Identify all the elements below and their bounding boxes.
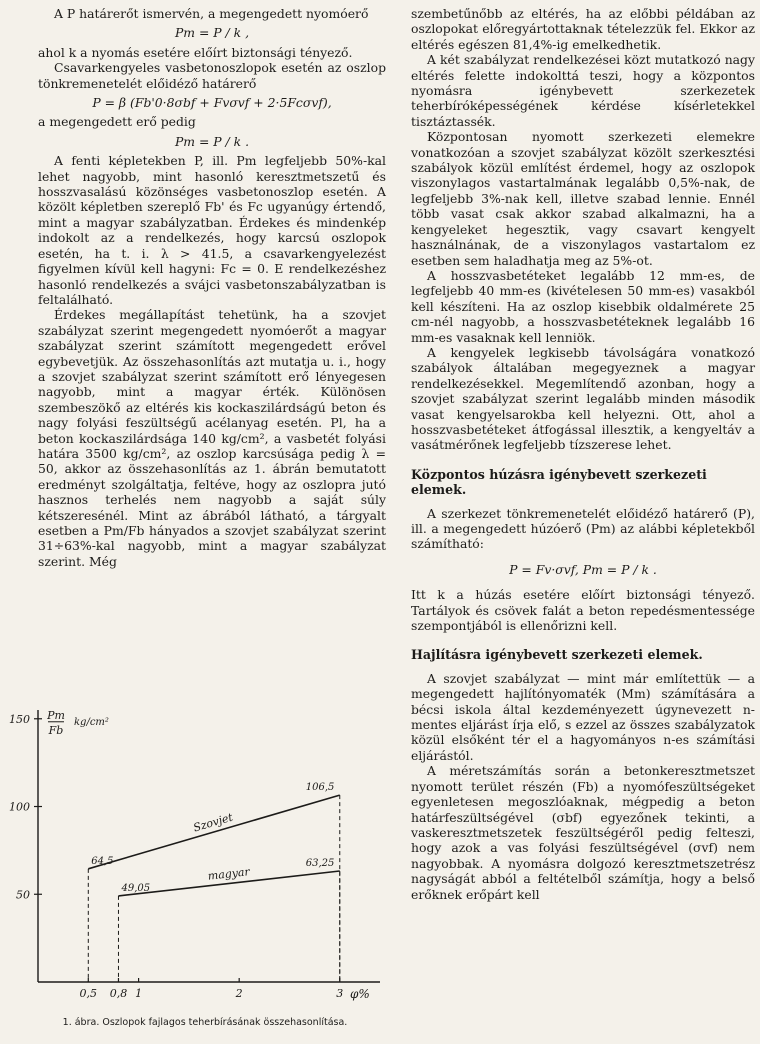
paragraph: Itt k a húzás esetére előírt biztonsági tényező. Tartályok és csövek falát a beton repedésmentessége szempontjából is ellenőrizni kell. [411,587,755,634]
paragraph: A szovjet szabályzat — mint már említettük — a megengedett hajlítónyomaték (Mm) számítására a bécsi iskola által kezdeményezett úgynevezett n-mentes eljárást írja elő, s ezzel az összes szabályzatok közül elsőként tér el a hagyományos n-es számítási eljárástól. [411,670,755,763]
y-axis-unit: kg/cm² [74,716,109,728]
x-tick-label: 1 [135,987,143,1000]
data-label: 106,5 [305,782,335,794]
left-column [38,6,386,569]
x-tick-label: 0,8 [109,987,128,1000]
figure-caption: 1. ábra. Oszlopok fajlagos teherbírásának összehasonlítása. [62,1017,348,1028]
paragraph: A két szabályzat rendelkezései közt mutatkozó nagy eltérés felette indokolttá teszi, hogy a központos nyomásra igénybevett szerkezetek teherbíróképességének kérdése kísérletekkel tisztáztassék. [411,52,755,129]
paragraph: ahol k a nyomás esetére előírt biztonsági tényező. [38,44,353,60]
series-line-szovjet [88,795,339,869]
formula: P = Fv·σvf, Pm = P / k . [509,561,657,577]
formula: Pm = P / k , [174,25,250,41]
x-tick-label: 2 [235,987,243,1000]
data-label: 63,25 [305,858,335,870]
paragraph: A méretszámítás során a betonkeresztmetszet nyomott terület részén (Fb) a nyomófeszültségeket egyenletesen megoszlóaknak, mégpedig a beton határfeszültségével (σbf) egyezőnek tekinti, a vaskeresztmetszetek feszültségéről pedig felteszi, hogy azok a vas folyási feszültségével (σvf) nem nagyobbak. A nyomásra dolgozó keresztmetszetrész nagyságát abból a feltételből számítja, hogy a belső erőknek erőpárt kell [411,763,755,902]
x-tick-label: 0,5 [79,987,98,1000]
y-tick-label: 50 [16,888,30,902]
paragraph: a megengedett erő pedig [38,114,196,130]
data-label: 49,05 [121,882,151,894]
y-axis-label-numerator: Pm [47,708,65,722]
paragraph: A kengyelek legkisebb távolságára vonatkozó szabályok általában megegyeznek a magyar rendelkezésekkel. Megemlítendő azonban, hogy a szovjet szabályzat szerint legalább minden második vasat kengyelsarokba kell helyezni. Ott, ahol a hosszvasbetéteket átfogással illesztik, a kengyeltáv a vasátmérőnek legfeljebb tízszerese lehet. [411,344,755,453]
paragraph: szembetűnőbb az eltérés, ha az előbbi példában az oszlopokat előregyártottaknak tételezzük fel. Ekkor az eltérés egészen 81,4%-ig emelkedhetik. [411,6,755,52]
formula: Pm = P / k . [174,133,250,149]
figure-1 [0,700,390,1044]
section-heading: Hajlításra igénybevett szerkezeti elemek. [411,647,703,663]
y-tick-label: 150 [9,712,30,726]
paragraph: A fenti képletekben P, ill. Pm legfeljebb 50%-kal lehet nagyobb, mint hasonló keresztmetszetű és hosszvasalású közönséges vasbetonoszlop esetén. A közölt képletben szereplő Fb' és Fc ugyanúgy értendő, mint a magyar szabályzatban. Érdekes és mindenkép indokolt az a rendelkezés, hogy karcsú oszlopok esetén, ha t. i. λ > 41.5, a csavarkengyelezést figyelmen kívül kell hagyni: Fc = 0. E rendelkezéshez hasonló rendelkezés a svájci vasbetonszabályzatban is feltalálható. [38,153,386,307]
series-label: Szovjet [191,810,235,835]
data-label: 64,5 [91,855,114,867]
paragraph: A P határerőt ismervén, a megengedett nyomóerő [54,6,369,21]
x-axis-label: φ% [350,987,370,1001]
paragraph: Csavarkengyeles vasbetonoszlopok esetén az oszlop tönkremenetelét előidéző határerő [38,60,386,91]
series-label: magyar [207,865,251,883]
paragraph: A hosszvasbetéteket legalább 12 mm-es, de legfeljebb 40 mm-es (kivételesen 50 mm-es) vasakból kell készíteni. Ha az oszlop kisebbik oldalmérete 25 cm-nél nagyobb, a hosszvasbetéteknek legalább 16 mm-es vasaknak kell lenniök. [411,267,755,345]
right-column [411,6,755,902]
y-axis-label-denominator: Fb [48,723,64,737]
x-tick-label: 3 [336,987,344,1000]
y-tick-label: 100 [9,800,30,814]
paragraph: A szerkezet tönkremenetelét előidéző határerő (P), ill. a megengedett húzóerő (Pm) az alábbi képletekből számítható: [411,505,755,552]
paragraph: Központosan nyomott szerkezeti elemekre vonatkozóan a szovjet szabályzat közölt szerkesztési szabályok közül említést érdemel, hogy az oszlopok viszonylagos vastartalmának legalább 0,5%-nak, de legfeljebb 3%-nak kell, illetve szabad lennie. Ennél több vasat csak akkor szabad alkalmazni, ha a kengyeleket hegesztik, vagy csavart kengyelt használnának, de a viszonylagos vastartalom ez esetben sem haladhatja meg az 5%-ot. [411,129,755,268]
formula: P = β (Fb'0·8σbf + Fvσvf + 2·5Fcσvf), [92,95,332,111]
paragraph: Érdekes megállapítást tehetünk, ha a szovjet szabályzat szerint megengedett nyomóerőt a magyar szabályzat szerint számított megengedett erővel egybevetjük. Az összehasonlítás azt mutatja u. i., hogy a szovjet szabályzat szerint számított erő lényegesen nagyobb, mint a magyar érték. Különösen szembeszökő az eltérés kis kockaszilárdságú beton és nagy folyási feszültségű acélanyag esetén. Pl, ha a beton kockaszilárdsága 140 kg/cm², a vasbetét folyási határa 3500 kg/cm², az oszlop karcsúsága pedig λ = 50, akkor az összehasonlítás az 1. ábrán bemutatott eredményt szolgáltatja, feltéve, hogy az oszlopra jutó hasznos terhelés nem nagyobb a saját súly kétszeresénél. Mint az ábrából látható, a tárgyalt esetben a Pm/Fb hányados a szovjet szabályzat szerint 31÷63%-kal nagyobb, mint a magyar szabályzat szerint. Még [38,307,386,569]
section-heading: Központos húzásra igénybevett szerkezeti elemek. [411,466,707,498]
chart-svg [0,700,390,1018]
